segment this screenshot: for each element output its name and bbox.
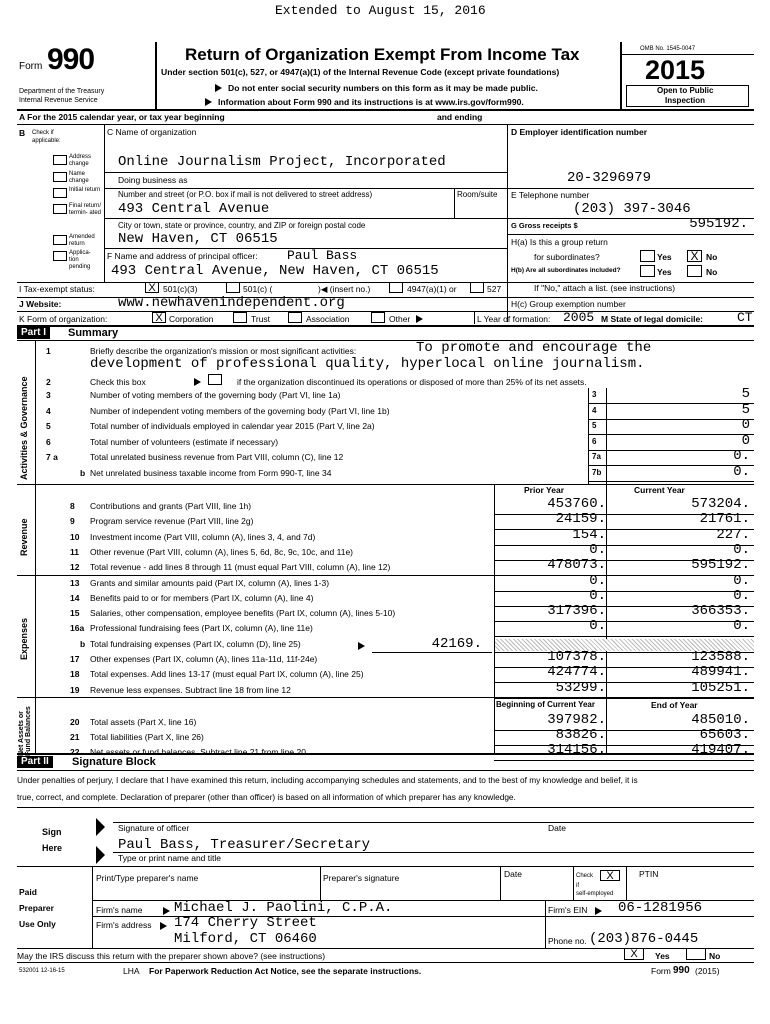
line-box-number: 3 bbox=[592, 390, 597, 399]
part2-tag: Part II bbox=[17, 756, 53, 768]
tax-exempt-label: I Tax-exempt status: bbox=[19, 284, 95, 294]
line2-desc: if the organization discontinued its operations or disposed of more than 25% of its net assets. bbox=[237, 377, 587, 387]
part1-tag: Part I bbox=[17, 327, 50, 339]
line-label: Total liabilities (Part X, line 26) bbox=[90, 732, 204, 742]
tax-year-row: A For the 2015 calendar year, or tax year beginning bbox=[19, 112, 225, 122]
room-suite-label: Room/suite bbox=[457, 190, 498, 199]
subordinates-label: H(b) Are all subordinates included? bbox=[511, 267, 621, 274]
officer-name-title: Paul Bass, Treasurer/Secretary bbox=[118, 837, 371, 853]
4947-checkbox[interactable] bbox=[389, 282, 403, 293]
gross-receipts-label: G Gross receipts $ bbox=[511, 221, 578, 230]
beginning-year-value: 83826. bbox=[555, 727, 606, 743]
beginning-year-value: 397982. bbox=[547, 712, 606, 728]
prior-year-value: 478073. bbox=[547, 557, 606, 573]
sign-label: Sign bbox=[42, 827, 62, 837]
dept-treasury: Department of the Treasury bbox=[19, 88, 105, 95]
line-number: 8 bbox=[70, 501, 75, 511]
discuss-yes-checkbox[interactable]: X bbox=[624, 948, 644, 960]
inspection: Inspection bbox=[665, 96, 706, 105]
final-return-checkbox[interactable] bbox=[53, 204, 67, 214]
bullet-arrow-icon bbox=[205, 98, 212, 106]
end-year-value: 65603. bbox=[699, 727, 750, 743]
line-label: Program service revenue (Part VIII, line 2g) bbox=[90, 516, 254, 526]
final-return-label: Final return/ termin- ated bbox=[69, 203, 102, 216]
extension-note: Extended to August 15, 2016 bbox=[275, 3, 486, 18]
line-number: 16a bbox=[70, 623, 85, 633]
col-current-year: Current Year bbox=[634, 485, 685, 495]
firm-ein: 06-1281956 bbox=[618, 900, 703, 916]
ein-label: D Employer identification number bbox=[511, 127, 648, 137]
initial-return-label: Initial return bbox=[69, 187, 101, 193]
line-number: b bbox=[80, 468, 86, 478]
domicile-value: CT bbox=[737, 310, 753, 325]
arrow-icon bbox=[194, 378, 201, 386]
current-year-value: 21761. bbox=[699, 511, 750, 527]
line-number: 22 bbox=[70, 747, 80, 757]
firm-address-2: Milford, CT 06460 bbox=[174, 931, 317, 947]
line2-label: Check this box bbox=[90, 377, 146, 387]
preparer-label: Preparer bbox=[19, 903, 54, 913]
line-label: Total unrelated business revenue from Part VIII, column (C), line 12 bbox=[90, 452, 344, 462]
form-of-org-label: K Form of organization: bbox=[19, 314, 108, 324]
end-year-value: 419407. bbox=[691, 742, 750, 758]
arrow-icon bbox=[160, 922, 167, 930]
line-box-number: 4 bbox=[592, 406, 597, 415]
line-label: Contributions and grants (Part VIII, line 1h) bbox=[90, 501, 252, 511]
line-value: 0. bbox=[733, 464, 750, 480]
arrow-icon bbox=[416, 315, 423, 323]
arrow-icon bbox=[163, 907, 170, 915]
prior-year-value: 154. bbox=[572, 527, 606, 543]
beginning-year-value: 314156. bbox=[547, 742, 606, 758]
paid-label: Paid bbox=[19, 887, 37, 897]
street-label: Number and street (or P.O. box if mail is not delivered to street address) bbox=[118, 190, 373, 199]
line-label: Number of voting members of the governing body (Part VI, line 1a) bbox=[90, 390, 341, 400]
line-number: 7 a bbox=[46, 452, 58, 462]
line-box-number: 7a bbox=[592, 452, 601, 461]
group-return-label: H(a) Is this a group return bbox=[511, 237, 608, 247]
line-number: 4 bbox=[46, 406, 51, 416]
application-pending-checkbox[interactable] bbox=[53, 251, 67, 261]
and-ending: and ending bbox=[437, 112, 483, 122]
current-year-value: 105251. bbox=[691, 680, 750, 696]
telephone-value: (203) 397-3046 bbox=[573, 201, 691, 217]
line-label: Total expenses. Add lines 13-17 (must equal Part IX, column (A), line 25) bbox=[90, 669, 364, 679]
current-year-value: 0. bbox=[733, 542, 750, 558]
firm-address-1: 174 Cherry Street bbox=[174, 915, 317, 931]
current-year-value: 0. bbox=[733, 618, 750, 634]
lha-label: LHA bbox=[123, 966, 140, 976]
mission-text-1: To promote and encourage the bbox=[416, 340, 652, 356]
current-year-value: 0. bbox=[733, 573, 750, 589]
line-number: 6 bbox=[46, 437, 51, 447]
group-exemption-label: H(c) Group exemption number bbox=[511, 299, 626, 309]
line-number: 17 bbox=[70, 654, 80, 664]
line-label: Revenue less expenses. Subtract line 18 from line 12 bbox=[90, 685, 291, 695]
side-revenue: Revenue bbox=[19, 518, 29, 556]
trust-checkbox[interactable] bbox=[233, 312, 247, 323]
arrow-icon bbox=[358, 642, 365, 650]
line-value: 0 bbox=[741, 417, 750, 433]
line-number: 19 bbox=[70, 685, 80, 695]
col-prior-year: Prior Year bbox=[524, 485, 565, 495]
paperwork-notice: For Paperwork Reduction Act Notice, see the separate instructions. bbox=[149, 966, 422, 976]
group-return-no-checkbox[interactable]: X bbox=[687, 250, 702, 262]
end-year-value: 485010. bbox=[691, 712, 750, 728]
year-formation-value: 2005 bbox=[563, 310, 595, 325]
amended-return-checkbox[interactable] bbox=[53, 235, 67, 245]
principal-officer-label: F Name and address of principal officer: bbox=[107, 251, 258, 261]
form-subtitle: Under section 501(c), 527, or 4947(a)(1) of the Internal Revenue Code (except private foundations) bbox=[161, 67, 560, 77]
prior-year-value: 0. bbox=[589, 618, 606, 634]
line-number: 15 bbox=[70, 608, 80, 618]
domicile-label: M State of legal domicile: bbox=[601, 314, 704, 324]
501c-other-checkbox[interactable] bbox=[226, 282, 240, 293]
sign-arrow-icon bbox=[96, 846, 105, 864]
col-end-year: End of Year bbox=[651, 700, 698, 710]
type-name-label: Type or print name and title bbox=[118, 853, 222, 863]
line-number: 9 bbox=[70, 516, 75, 526]
form-number: 990 bbox=[47, 43, 95, 76]
prior-year-value: 0. bbox=[589, 588, 606, 604]
use-only-label: Use Only bbox=[19, 919, 56, 929]
line-label: Net assets or fund balances. Subtract line 21 from line 20 bbox=[90, 747, 306, 757]
penalty-text-2: true, correct, and complete. Declaration of preparer (other than officer) is based on all information of which preparer has any knowledge. bbox=[17, 792, 516, 802]
line-label: Net unrelated business taxable income from Form 990-T, line 34 bbox=[90, 468, 332, 478]
arrow-icon bbox=[595, 907, 602, 915]
tax-year: 2015 bbox=[645, 55, 706, 85]
prior-year-value: 0. bbox=[589, 542, 606, 558]
line-label: Other expenses (Part IX, column (A), lines 11a-11d, 11f-24e) bbox=[90, 654, 318, 664]
officer-signature-label: Signature of officer bbox=[118, 823, 190, 833]
city-state-zip: New Haven, CT 06515 bbox=[118, 231, 278, 247]
firm-name: Michael J. Paolini, C.P.A. bbox=[174, 900, 393, 916]
bullet-arrow-icon bbox=[215, 84, 222, 92]
firm-name-label: Firm's name bbox=[96, 905, 143, 915]
col-beginning-year: Beginning of Current Year bbox=[496, 700, 595, 709]
line-label: Total assets (Part X, line 16) bbox=[90, 717, 197, 727]
prior-year-value: 424774. bbox=[547, 664, 606, 680]
subordinates-note: If "No," attach a list. (see instructions) bbox=[534, 283, 676, 293]
side-activities: Activities & Governance bbox=[19, 376, 29, 480]
line-label: Salaries, other compensation, employee benefits (Part IX, column (A), lines 5-10) bbox=[90, 608, 396, 618]
street-address: 493 Central Avenue bbox=[118, 201, 270, 217]
line-label: Grants and similar amounts paid (Part IX, column (A), lines 1-3) bbox=[90, 578, 330, 588]
ssn-warning: Do not enter social security numbers on this form as it may be made public. bbox=[228, 83, 538, 93]
corporation-checkbox[interactable]: X bbox=[152, 312, 166, 323]
self-employed-checkbox[interactable]: X bbox=[600, 870, 620, 881]
prior-year-value: 24159. bbox=[555, 511, 606, 527]
city-label: City or town, state or province, country, and ZIP or foreign postal code bbox=[118, 221, 366, 230]
group-return-yes-checkbox[interactable] bbox=[640, 250, 655, 262]
firm-address-label: Firm's address bbox=[96, 920, 152, 930]
line-box-number: 5 bbox=[592, 421, 597, 430]
group-return-sub: for subordinates? bbox=[534, 252, 600, 262]
application-pending-label: Applica- tion pending bbox=[69, 250, 91, 270]
501c3-checkbox[interactable]: X bbox=[145, 282, 159, 293]
part1-title: Summary bbox=[68, 327, 119, 339]
line-number: 11 bbox=[70, 547, 79, 557]
line-value: 5 bbox=[741, 402, 750, 418]
line-number: 20 bbox=[70, 717, 80, 727]
line-number: 12 bbox=[70, 562, 80, 572]
line-value: 0 bbox=[741, 433, 750, 449]
current-year-value: 227. bbox=[716, 527, 750, 543]
phone-label: Phone no. bbox=[548, 936, 587, 946]
ptin-label: PTIN bbox=[639, 869, 659, 879]
year-formation-label: L Year of formation: bbox=[477, 314, 551, 324]
line-number: 3 bbox=[46, 390, 51, 400]
current-year-value: 366353. bbox=[691, 603, 750, 619]
omb-number: OMB No. 1545-0047 bbox=[640, 46, 696, 52]
line-number: 21 bbox=[70, 732, 80, 742]
prior-year-value: 317396. bbox=[547, 603, 606, 619]
sign-arrow-icon bbox=[96, 818, 105, 836]
penalty-text-1: Under penalties of perjury, I declare that I have examined this return, including accompanying schedules and statements, and to the best of my knowledge and belief, it is bbox=[17, 775, 638, 785]
preparer-name-label: Print/Type preparer's name bbox=[96, 873, 199, 883]
here-label: Here bbox=[42, 843, 63, 853]
line-number: 5 bbox=[46, 421, 51, 431]
527-checkbox[interactable] bbox=[470, 282, 484, 293]
subordinates-no-checkbox[interactable] bbox=[687, 265, 702, 277]
prior-year-value: 453760. bbox=[547, 496, 606, 512]
side-expenses: Expenses bbox=[19, 617, 29, 660]
gross-receipts-value: 595192. bbox=[689, 216, 748, 232]
prep-date-label: Date bbox=[504, 869, 522, 879]
discuss-no-checkbox[interactable] bbox=[686, 948, 706, 960]
line-box-number: 6 bbox=[592, 437, 597, 446]
mission-label: Briefly describe the organization's mission or most significant activities: bbox=[90, 346, 357, 356]
line-label: Professional fundraising fees (Part IX, column (A), line 11e) bbox=[90, 623, 313, 633]
name-change-checkbox[interactable] bbox=[53, 172, 67, 182]
current-year-value: 595192. bbox=[691, 557, 750, 573]
firm-ein-label: Firm's EIN bbox=[548, 905, 588, 915]
form-990-page: Extended to August 15, 2016 Form 990 Department of the Treasury Internal Revenue Service Return of Organization Exempt From Income Tax Under section 501(c), 527, or 4947(a)(1) of the Internal Revenue Code (except private foundations) Do not enter social security numbers on this form as it may be made public. Information about Form 990 and its instructions is at www.irs.gov/form990. OMB No. 1545-0047 2015 Open to Public Inspection A For the 2015 calendar year, or tax year beginning and ending B Check if applicable: Address change Name change Initial return Final return/ termin- ated Amended return Applica- tion pending C Name of organization Online Journalism Project, Incorporated Doing business as Number and street (or P.O. box if mail is not delivered to street address) Room/suite 493 Central Avenue City or town, state or province, country, and ZIP or foreign postal code New Haven, CT 06515 F Name and address of principal officer: Paul Bass 493 Central Avenue, New Haven, CT 06515 D Employer identification number 20-3296979 E Telephone number (203) 397-3046 G Gross receipts $ 595192. H(a) Is this a group return for subordinates? Yes X No H(b) Are all subordinates included? Yes No If "No," attach a list. (see instructions) I Tax-exempt status: X 501(c)(3) 501(c) ( )◀ (insert no.) 4947(a)(1) or 527 J Website: www.newhavenindependent.org H(c) Group exemption number K Form of organization: X Corporation Trust Association Other L Year of formation: 2005 M State of legal domicile: CT Part I Summary Activities & Governance Revenue Expenses Net Assets or Fund Balances 1 Briefly describe the organization's mission or most significant activities: To promote and encourage the development of professional quality, hyperlocal online journalism. 2 Check this box if the organization discontinued its operations or disposed of more than 25% of its net assets. Prior Year Current Year 42169. Beginning of Current Year End of Year Part II Signature Block Under penalties of perjury, I declare that I have examined this return, including accompanying schedules and statements, and to the best of my knowledge and belief, it is true, correct, and complete. Declaration of preparer (other than officer) is based on all information of which preparer has any knowledge. Sign Here Signature of officer Date Paul Bass, Treasurer/Secretary Type or print name and title Paid Preparer Use Only Print/Type preparer's name Preparer's signature Date Check X if self-employed PTIN Firm's name Michael J. Paolini, C.P.A. Firm's EIN 06-1281956 Firm's address 174 Cherry Street Milford, CT 06460 Phone no. (203)876-0445 May the IRS discuss this return with the preparer shown above? (see instructions) X Yes No 532001 12-16-15 LHA For Paperwork Reduction Act Notice, see the separate instructions. Form 990 (2015) 3 Number of voting members of the governing body (Part VI, line 1a) 3 5 4 Number of independent voting members of the governing body (Part VI, line 1b) 4 5 5 Total number of individuals employed in calendar year 2015 (Part V, line 2a) 5 0 6 Total number of volunteers (estimate if necessary) 6 0 7 a Total unrelated business revenue from Part VIII, column (C), line 12 7a 0. b Net unrelated business taxable income from Form 990-T, line 34 7b 0. 8 Contributions and grants (Part VIII, line 1h) 453760. 573204. 9 Program service revenue (Part VIII, line 2g) 24159. 21761. 10 Investment income (Part VIII, column (A), lines 3, 4, and 7d) 154. 227. 11 Other revenue (Part VIII, column (A), lines 5, 6d, 8c, 9c, 10c, and 11e) 0. 0. 12 Total revenue - add lines 8 through 11 (must equal Part VIII, column (A), line 12) 478073. 595192. 13 Grants and similar amounts paid (Part IX, column (A), lines 1-3) 0. 0. 14 Benefits paid to or for members (Part IX, column (A), line 4) 0. 0. 15 Salaries, other compensation, employee benefits (Part IX, column (A), lines 5-10) 317396. 366353. 16a Professional fundraising fees (Part IX, column (A), line 11e) 0. 0. b Total fundraising expenses (Part IX, column (D), line 25) 17 Other expenses (Part IX, column (A), lines 11a-11d, 11f-24e) 107378. 123588. 18 Total expenses. Add lines 13-17 (must equal Part IX, column (A), line 25) 424774. 489941. 19 Revenue less expenses. Subtract line 18 from line 12 53299. 105251. 20 Total assets (Part X, line 16) 397982. 485010. 21 Total liabilities (Part X, line 26) 83826. 65603. 22 Net assets or fund balances. Subtract line 21 from line 20 314156. 419407. bbox=[0, 0, 770, 1024]
current-year-value: 0. bbox=[733, 588, 750, 604]
org-name: Online Journalism Project, Incorporated bbox=[118, 154, 446, 170]
discuss-question: May the IRS discuss this return with the preparer shown above? (see instructions) bbox=[17, 951, 326, 961]
discontinued-checkbox[interactable] bbox=[208, 374, 222, 385]
association-checkbox[interactable] bbox=[288, 312, 302, 323]
line-label: Investment income (Part VIII, column (A), lines 3, 4, and 7d) bbox=[90, 532, 316, 542]
amended-return-label: Amended return bbox=[69, 234, 95, 247]
subordinates-yes-checkbox[interactable] bbox=[640, 265, 655, 277]
line-number: 10 bbox=[70, 532, 80, 542]
principal-officer-name: Paul Bass bbox=[287, 248, 358, 263]
dba-label: Doing business as bbox=[118, 175, 188, 185]
line-label: Total number of individuals employed in calendar year 2015 (Part V, line 2a) bbox=[90, 421, 375, 431]
org-name-label: C Name of organization bbox=[107, 127, 197, 137]
current-year-value: 489941. bbox=[691, 664, 750, 680]
side-net-assets: Net Assets or Fund Balances bbox=[18, 706, 32, 756]
irs-info-link: Information about Form 990 and its instructions is at www.irs.gov/form990. bbox=[218, 97, 524, 107]
line-label: Total number of volunteers (estimate if necessary) bbox=[90, 437, 279, 447]
line-number: 18 bbox=[70, 669, 80, 679]
line-box-number: 7b bbox=[592, 468, 602, 477]
line-number: 13 bbox=[70, 578, 80, 588]
other-checkbox[interactable] bbox=[371, 312, 385, 323]
website-value[interactable]: www.newhavenindependent.org bbox=[118, 295, 345, 311]
line-value: 0. bbox=[733, 448, 750, 464]
line-number: b bbox=[80, 639, 86, 649]
line-value: 5 bbox=[741, 386, 750, 402]
irs-name: Internal Revenue Service bbox=[19, 97, 98, 104]
line-label: Other revenue (Part VIII, column (A), lines 5, 6d, 8c, 9c, 10c, and 11e) bbox=[90, 547, 353, 557]
part2-title: Signature Block bbox=[72, 756, 156, 768]
website-label: J Website: bbox=[19, 299, 62, 309]
ein-value: 20-3296979 bbox=[567, 170, 652, 186]
open-to-public: Open to Public bbox=[657, 86, 714, 95]
sig-date-label: Date bbox=[548, 823, 566, 833]
form-code: 532001 12-16-15 bbox=[19, 968, 65, 974]
form-word: Form bbox=[19, 61, 43, 72]
telephone-label: E Telephone number bbox=[511, 190, 590, 200]
prior-year-value: 0. bbox=[589, 573, 606, 589]
current-year-value: 123588. bbox=[691, 649, 750, 665]
fundraising-16b-value: 42169. bbox=[431, 636, 482, 652]
mission-text-2: development of professional quality, hyperlocal online journalism. bbox=[90, 356, 645, 372]
address-change-label: Address change bbox=[69, 154, 92, 167]
principal-officer-address: 493 Central Avenue, New Haven, CT 06515 bbox=[111, 263, 439, 279]
preparer-signature-label: Preparer's signature bbox=[323, 873, 400, 883]
line-label: Number of independent voting members of the governing body (Part VI, line 1b) bbox=[90, 406, 390, 416]
prior-year-value: 53299. bbox=[555, 680, 606, 696]
form-title: Return of Organization Exempt From Income Tax bbox=[185, 45, 580, 64]
line-label: Total fundraising expenses (Part IX, column (D), line 25) bbox=[90, 639, 301, 649]
current-year-value: 573204. bbox=[691, 496, 750, 512]
address-change-checkbox[interactable] bbox=[53, 155, 67, 165]
line-label: Total revenue - add lines 8 through 11 (must equal Part VIII, column (A), line 12) bbox=[90, 562, 391, 572]
initial-return-checkbox[interactable] bbox=[53, 188, 67, 198]
line-label: Benefits paid to or for members (Part IX, column (A), line 4) bbox=[90, 593, 314, 603]
name-change-label: Name change bbox=[69, 171, 89, 184]
prior-year-value: 107378. bbox=[547, 649, 606, 665]
preparer-phone: (203)876-0445 bbox=[589, 931, 699, 947]
line-number: 14 bbox=[70, 593, 80, 603]
